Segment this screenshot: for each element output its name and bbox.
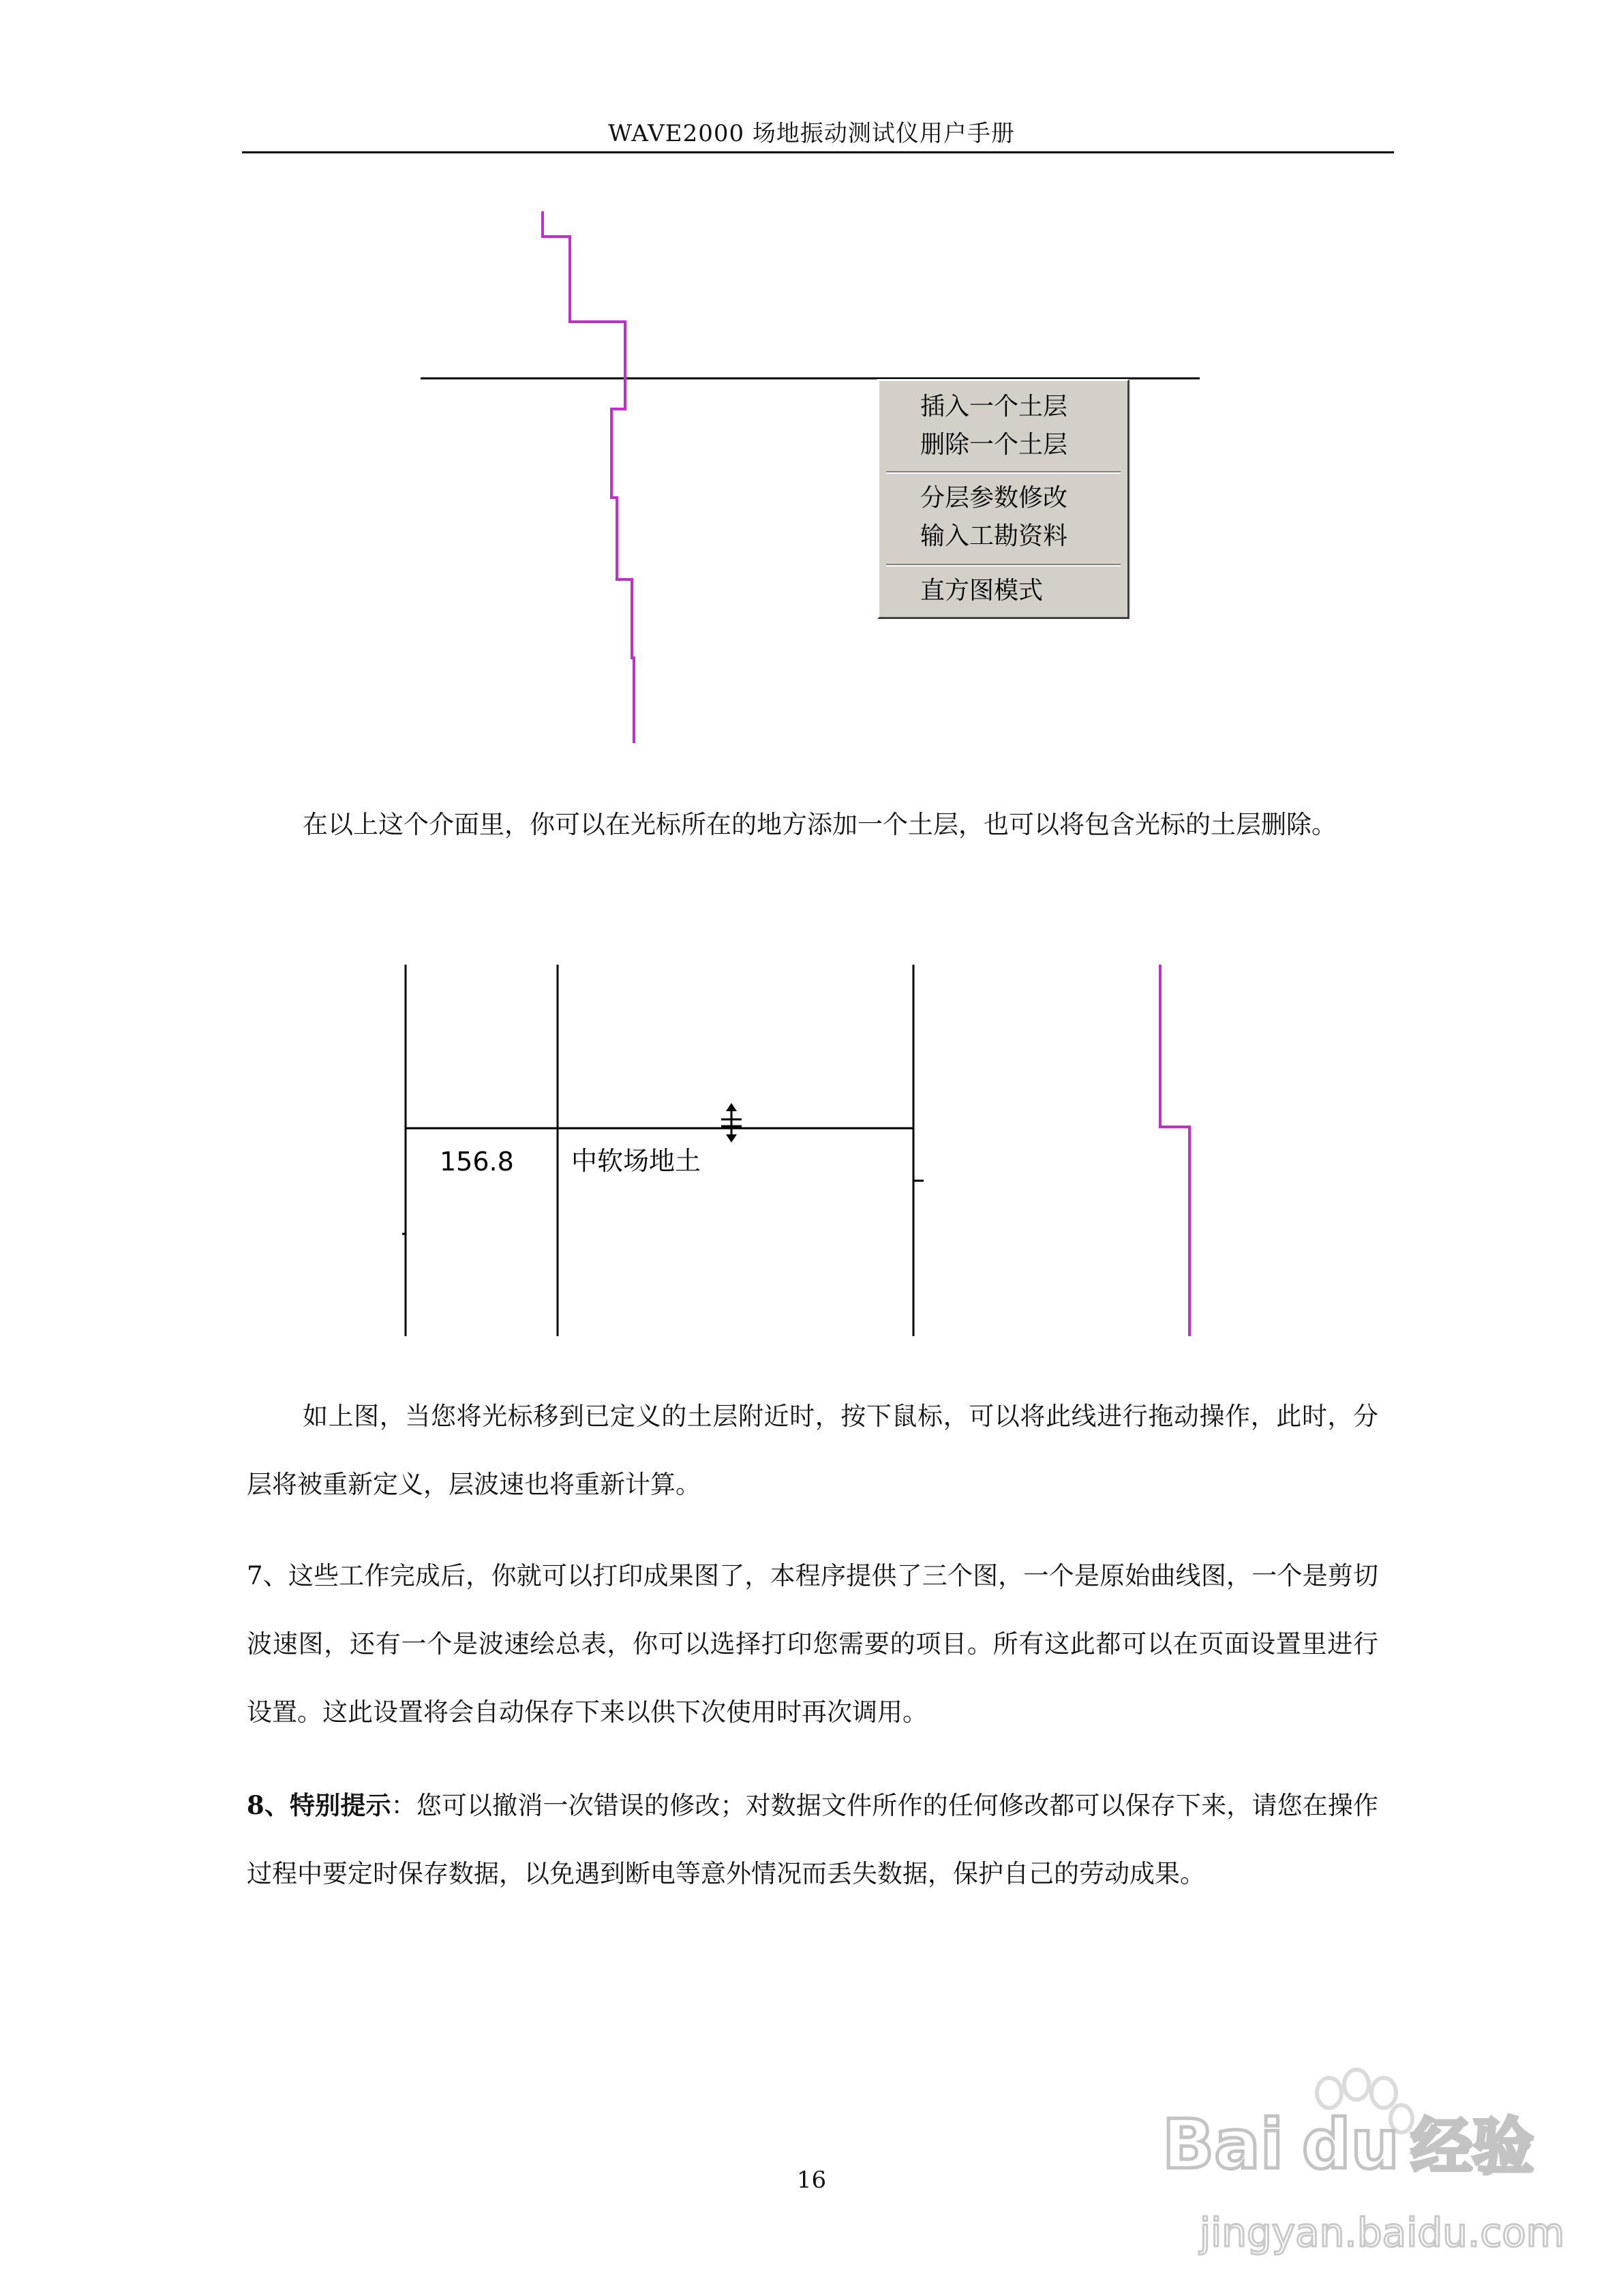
baidu-jingyan-watermark xyxy=(1159,2066,1581,2270)
resize-cursor-icon xyxy=(721,1103,742,1143)
menu-item-insert-layer[interactable]: 插入一个土层 xyxy=(920,393,1068,421)
svg-text:经验: 经验 xyxy=(1411,2111,1534,2183)
menu-item-input-survey-data[interactable]: 输入工勘资料 xyxy=(920,522,1068,550)
page-number: 16 xyxy=(796,2166,827,2194)
paragraph-4 xyxy=(247,1771,1378,1908)
paragraph-2-text: 如上图，当您将光标移到已定义的土层附近时，按下鼠标，可以将此线进行拖动操作，此时，分层将被重新定义，层波速也将重新计算。 xyxy=(247,1402,1378,1499)
svg-text:du: du xyxy=(1302,2104,1399,2184)
paragraph-1 xyxy=(247,791,1378,859)
menu-separator xyxy=(886,471,1121,474)
context-menu xyxy=(877,379,1129,619)
paragraph-3-text: 7、这些工作完成后，你就可以打印成果图了，本程序提供了三个图，一个是原始曲线图，一个是剪切波速图，还有一个是波速绘总表，你可以选择打印您需要的项目。所有这此都可以在页面设置里进行设置。这此设置将会自动保存下来以供下次使用时再次调用。 xyxy=(247,1561,1378,1727)
menu-separator xyxy=(886,564,1121,567)
paragraph-3 xyxy=(247,1542,1378,1747)
paragraph-4-text: ：您可以撤消一次错误的修改；对数据文件所作的任何修改都可以保存下来，请您在操作过程中要定时保存数据，以免遇到断电等意外情况而丢失数据，保护自己的劳动成果。 xyxy=(247,1791,1379,1888)
figure-2-layer-table xyxy=(395,961,1241,1343)
menu-item-histogram-mode[interactable]: 直方图模式 xyxy=(920,577,1044,605)
header-divider xyxy=(242,151,1394,153)
svg-text:Bai: Bai xyxy=(1162,2104,1284,2184)
menu-item-delete-layer[interactable]: 删除一个土层 xyxy=(920,431,1068,459)
paragraph-2 xyxy=(247,1383,1378,1519)
special-tip-label: 8、特别提示 xyxy=(247,1790,391,1820)
svg-text:jingyan.baidu.com: jingyan.baidu.com xyxy=(1200,2209,1565,2256)
layer-soil-name: 中软场地土 xyxy=(571,1146,701,1176)
velocity-curve xyxy=(1160,965,1189,1336)
menu-item-edit-layer-params[interactable]: 分层参数修改 xyxy=(920,484,1068,512)
header-title: WAVE2000 场地振动测试仪用户手册 xyxy=(608,120,1015,147)
paragraph-1-text: 在以上这个介面里，你可以在光标所在的地方添加一个土层，也可以将包含光标的土层删除。 xyxy=(303,810,1337,839)
velocity-curve xyxy=(543,211,634,743)
layer-value: 156.8 xyxy=(440,1147,514,1177)
